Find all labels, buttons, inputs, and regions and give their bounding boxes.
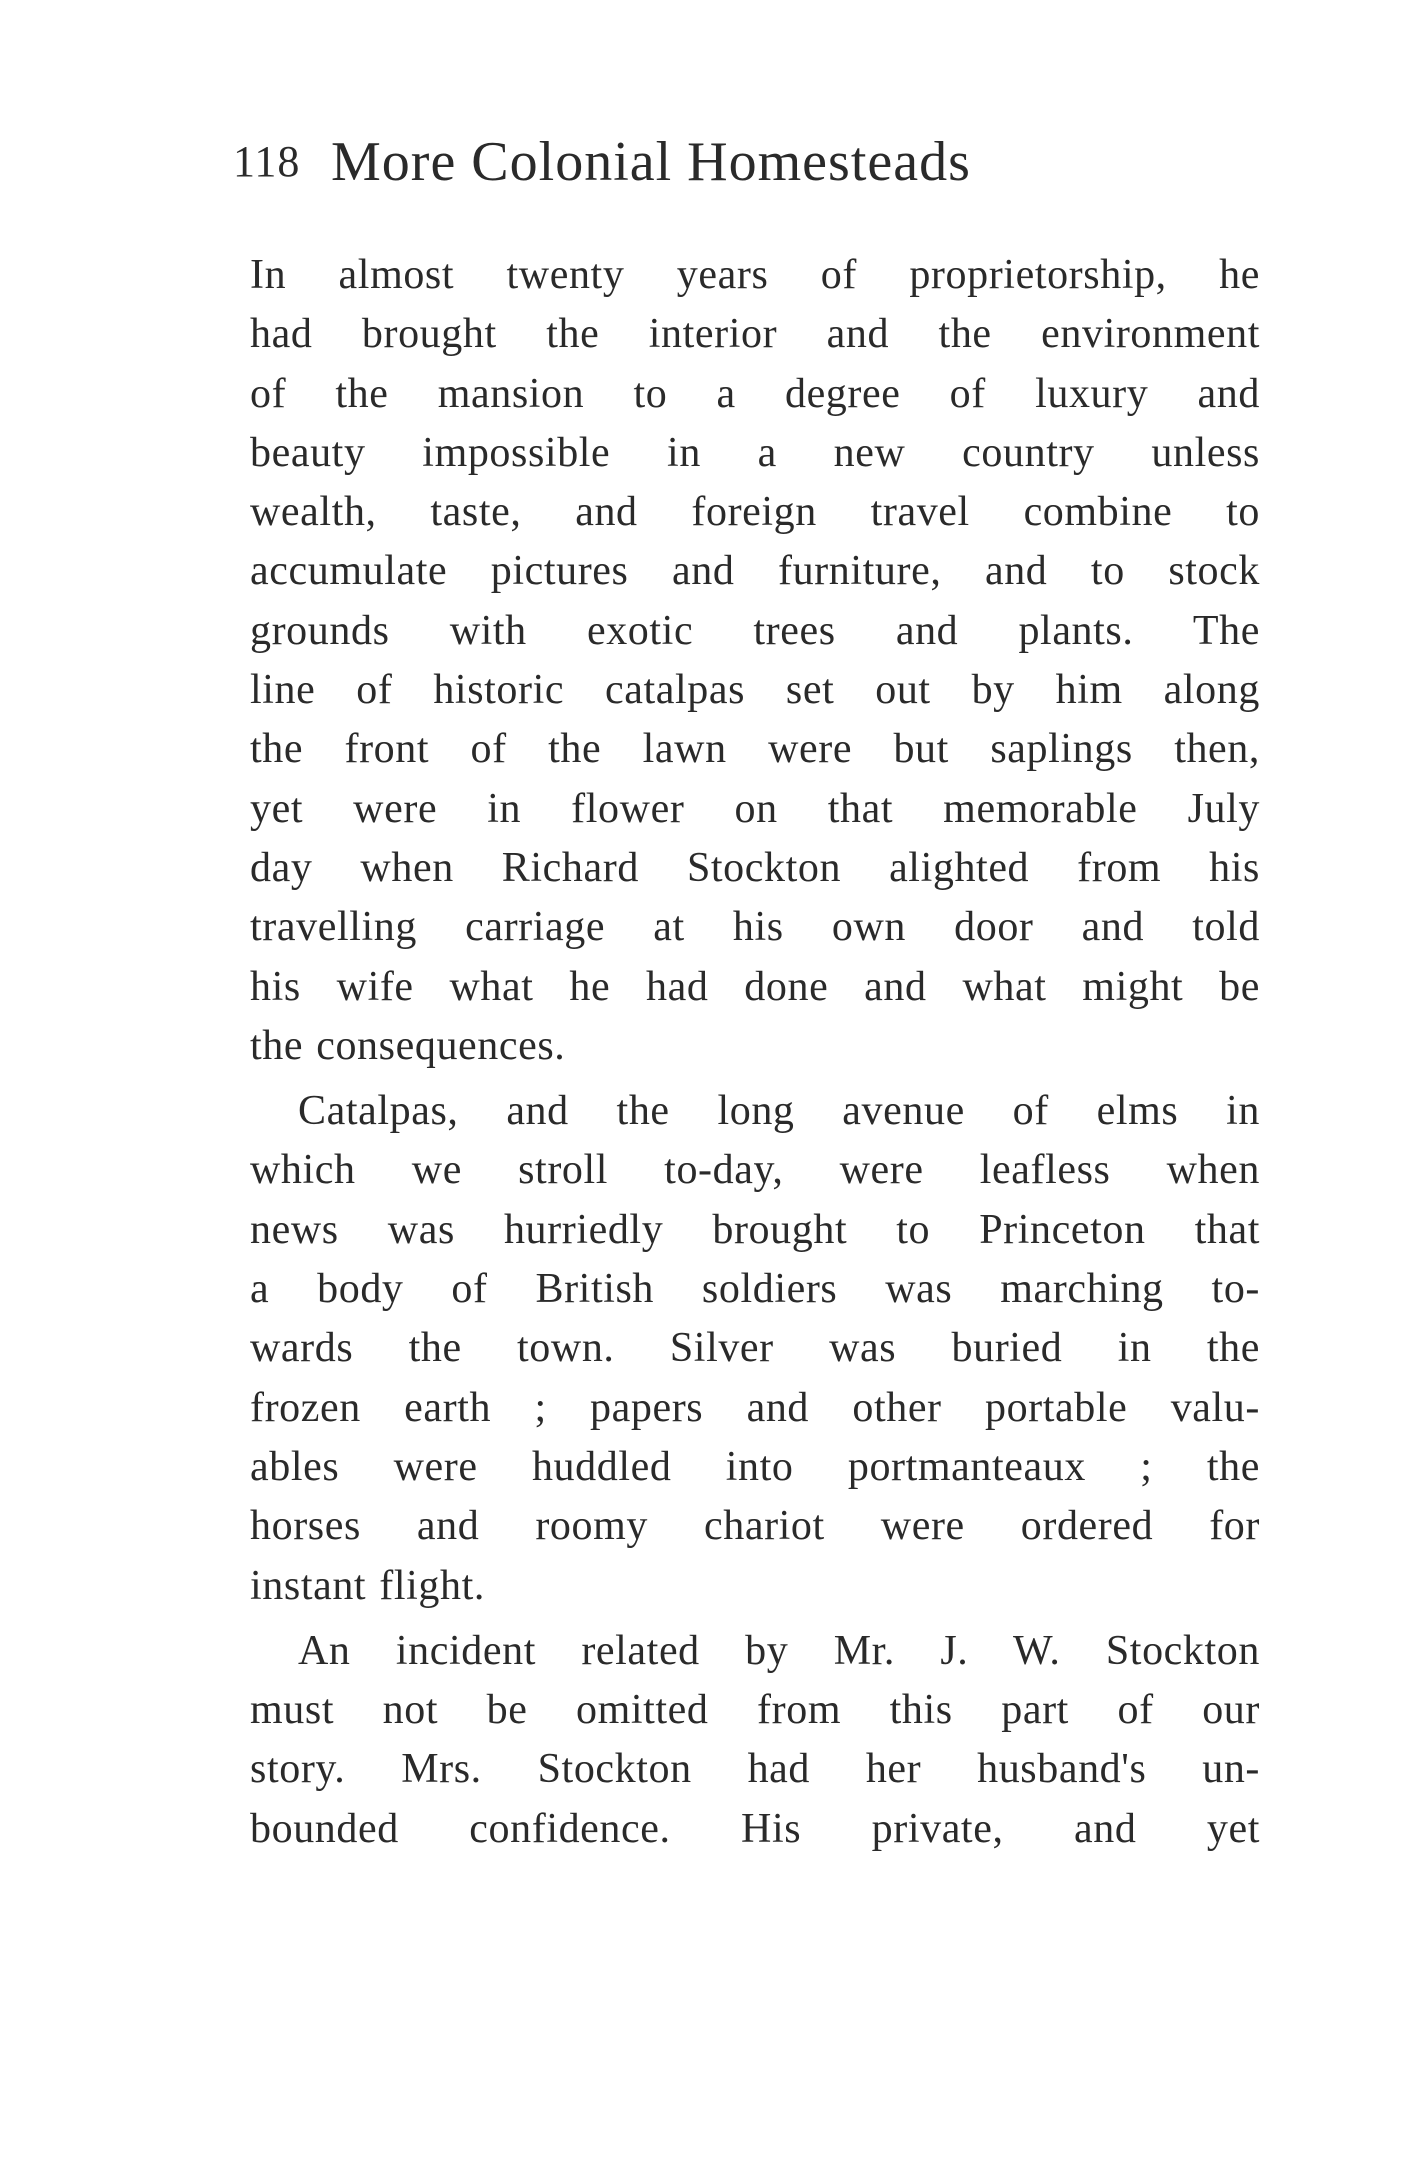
text-line: the front of the lawn were but saplings then, xyxy=(250,726,1260,773)
paragraph-1 xyxy=(250,246,1260,1076)
text-line: frozen earth ; papers and other portable valu- xyxy=(250,1384,1260,1431)
running-title: More Colonial Homesteads xyxy=(331,131,971,193)
text-line: wealth, taste, and foreign travel combine to xyxy=(250,489,1260,536)
text-line: travelling carriage at his own door and told xyxy=(250,904,1260,951)
text-line: which we stroll to-day, were leafless when xyxy=(250,1147,1260,1194)
body-text xyxy=(250,246,1260,1859)
text-line: instant flight. xyxy=(250,1562,485,1609)
paragraph-2 xyxy=(250,1082,1260,1616)
text-line: of the mansion to a degree of luxury and xyxy=(250,370,1260,417)
text-line: An incident related by Mr. J. W. Stockton xyxy=(298,1627,1260,1674)
text-line: must not be omitted from this part of our xyxy=(250,1687,1260,1734)
text-line: story. Mrs. Stockton had her husband's un- xyxy=(250,1746,1260,1793)
text-line: yet were in flower on that memorable July xyxy=(250,785,1260,832)
text-line: his wife what he had done and what might be xyxy=(250,963,1260,1010)
text-line: a body of British soldiers was marching to- xyxy=(250,1266,1260,1313)
text-line: the consequences. xyxy=(250,1022,566,1069)
text-line: grounds with exotic trees and plants. The xyxy=(250,607,1260,654)
text-line: line of historic catalpas set out by him along xyxy=(250,667,1260,714)
page-number: 118 xyxy=(233,137,301,186)
text-line: had brought the interior and the environment xyxy=(250,311,1260,358)
text-line: ables were huddled into portmanteaux ; the xyxy=(250,1443,1260,1490)
text-line: day when Richard Stockton alighted from his xyxy=(250,844,1260,891)
text-line: news was hurriedly brought to Princeton that xyxy=(250,1206,1260,1253)
text-line: Catalpas, and the long avenue of elms in xyxy=(298,1088,1260,1135)
text-line: bounded confidence. His private, and yet xyxy=(250,1805,1260,1852)
text-line: accumulate pictures and furniture, and to stock xyxy=(250,548,1260,595)
text-line: In almost twenty years of proprietorship, he xyxy=(250,252,1260,298)
running-head xyxy=(233,130,1263,200)
text-line: horses and roomy chariot were ordered for xyxy=(250,1503,1260,1550)
text-line: beauty impossible in a new country unless xyxy=(250,429,1260,476)
text-line: wards the town. Silver was buried in the xyxy=(250,1325,1260,1372)
paragraph-3 xyxy=(250,1622,1260,1859)
